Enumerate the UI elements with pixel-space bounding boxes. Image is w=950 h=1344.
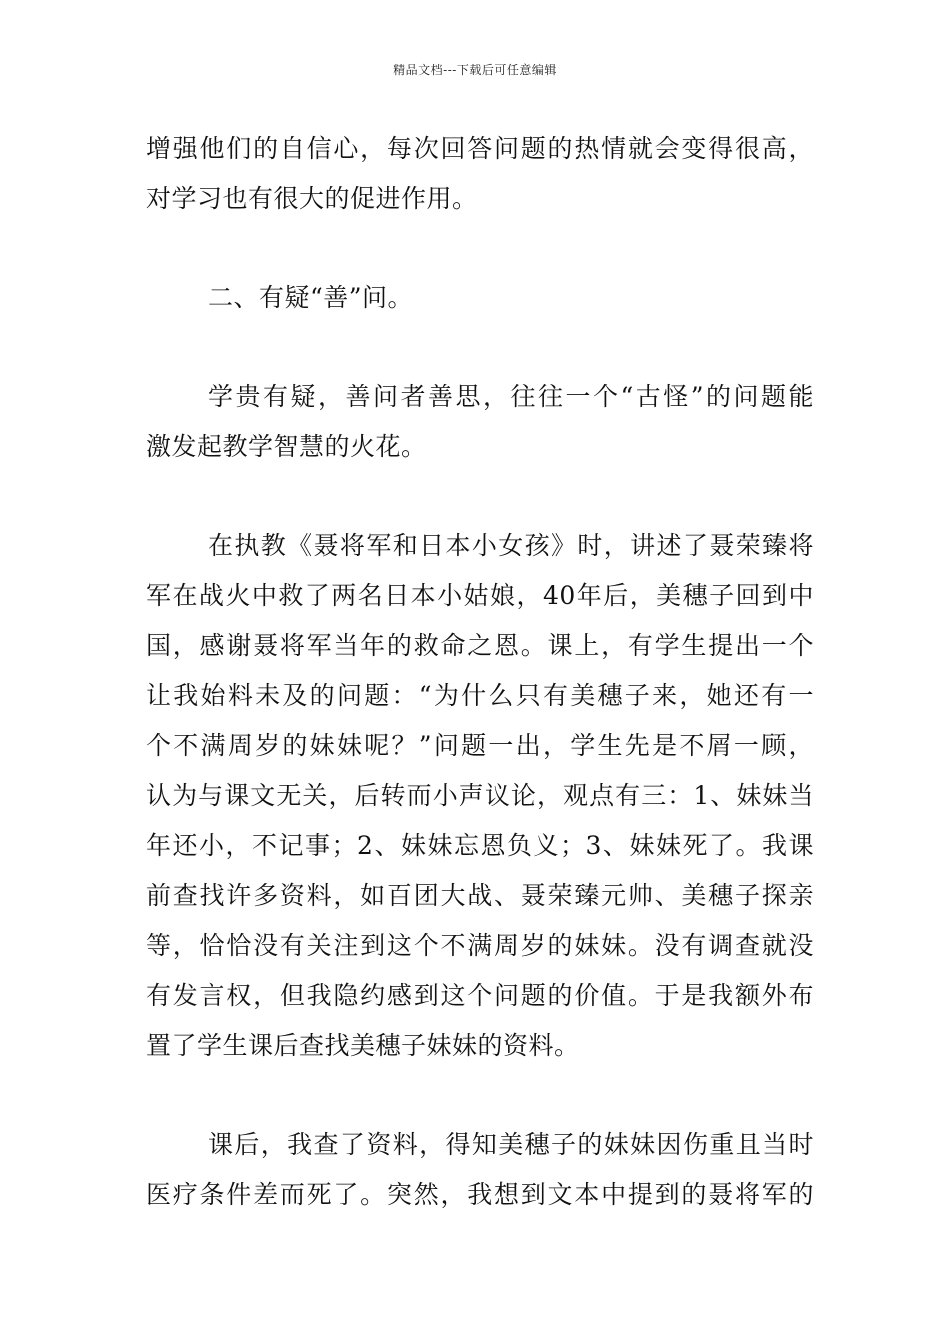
page-header: 精品文档---下载后可任意编辑 bbox=[393, 63, 557, 77]
paragraph bbox=[146, 372, 814, 472]
text-line: 置了学生课后查找美穗子妹妹的资料。 bbox=[146, 1031, 580, 1060]
text-line: 军在战火中救了两名日本小姑娘，40年后，美穗子回到中 bbox=[146, 581, 814, 610]
paragraph-continuation bbox=[146, 124, 814, 224]
section-heading bbox=[146, 273, 814, 323]
text-line: 学贵有疑，善问者善思，往往一个“古怪”的问题能 bbox=[208, 382, 814, 411]
text-line: 增强他们的自信心，每次回答问题的热情就会变得很高， bbox=[146, 134, 814, 163]
text-line: 有发言权，但我隐约感到这个问题的价值。于是我额外布 bbox=[146, 981, 814, 1010]
text-line: 个不满周岁的妹妹呢？”问题一出，学生先是不屑一顾， bbox=[146, 731, 814, 760]
heading-line: 二、有疑“善”问。 bbox=[208, 283, 414, 312]
text-line: 等，恰恰没有关注到这个不满周岁的妹妹。没有调查就没 bbox=[146, 931, 814, 960]
text-line: 让我始料未及的问题：“为什么只有美穗子来，她还有一 bbox=[146, 681, 814, 710]
paragraph bbox=[146, 521, 814, 1071]
document-body bbox=[146, 124, 814, 1220]
text-line: 对学习也有很大的促进作用。 bbox=[146, 184, 478, 213]
text-line: 认为与课文无关，后转而小声议论，观点有三：1、妹妹当 bbox=[146, 781, 814, 810]
text-line: 激发起教学智慧的火花。 bbox=[146, 432, 427, 461]
text-line: 年还小，不记事；2、妹妹忘恩负义；3、妹妹死了。我课 bbox=[146, 831, 814, 860]
text-line: 在执教《聂将军和日本小女孩》时，讲述了聂荣臻将 bbox=[208, 531, 814, 560]
text-line: 前查找许多资料，如百团大战、聂荣臻元帅、美穗子探亲 bbox=[146, 881, 814, 910]
text-line: 课后，我查了资料，得知美穗子的妹妹因伤重且当时 bbox=[208, 1130, 814, 1159]
paragraph bbox=[146, 1120, 814, 1220]
text-line: 医疗条件差而死了。突然，我想到文本中提到的聂将军的 bbox=[146, 1180, 814, 1209]
text-line: 国，感谢聂将军当年的救命之恩。课上，有学生提出一个 bbox=[146, 631, 814, 660]
